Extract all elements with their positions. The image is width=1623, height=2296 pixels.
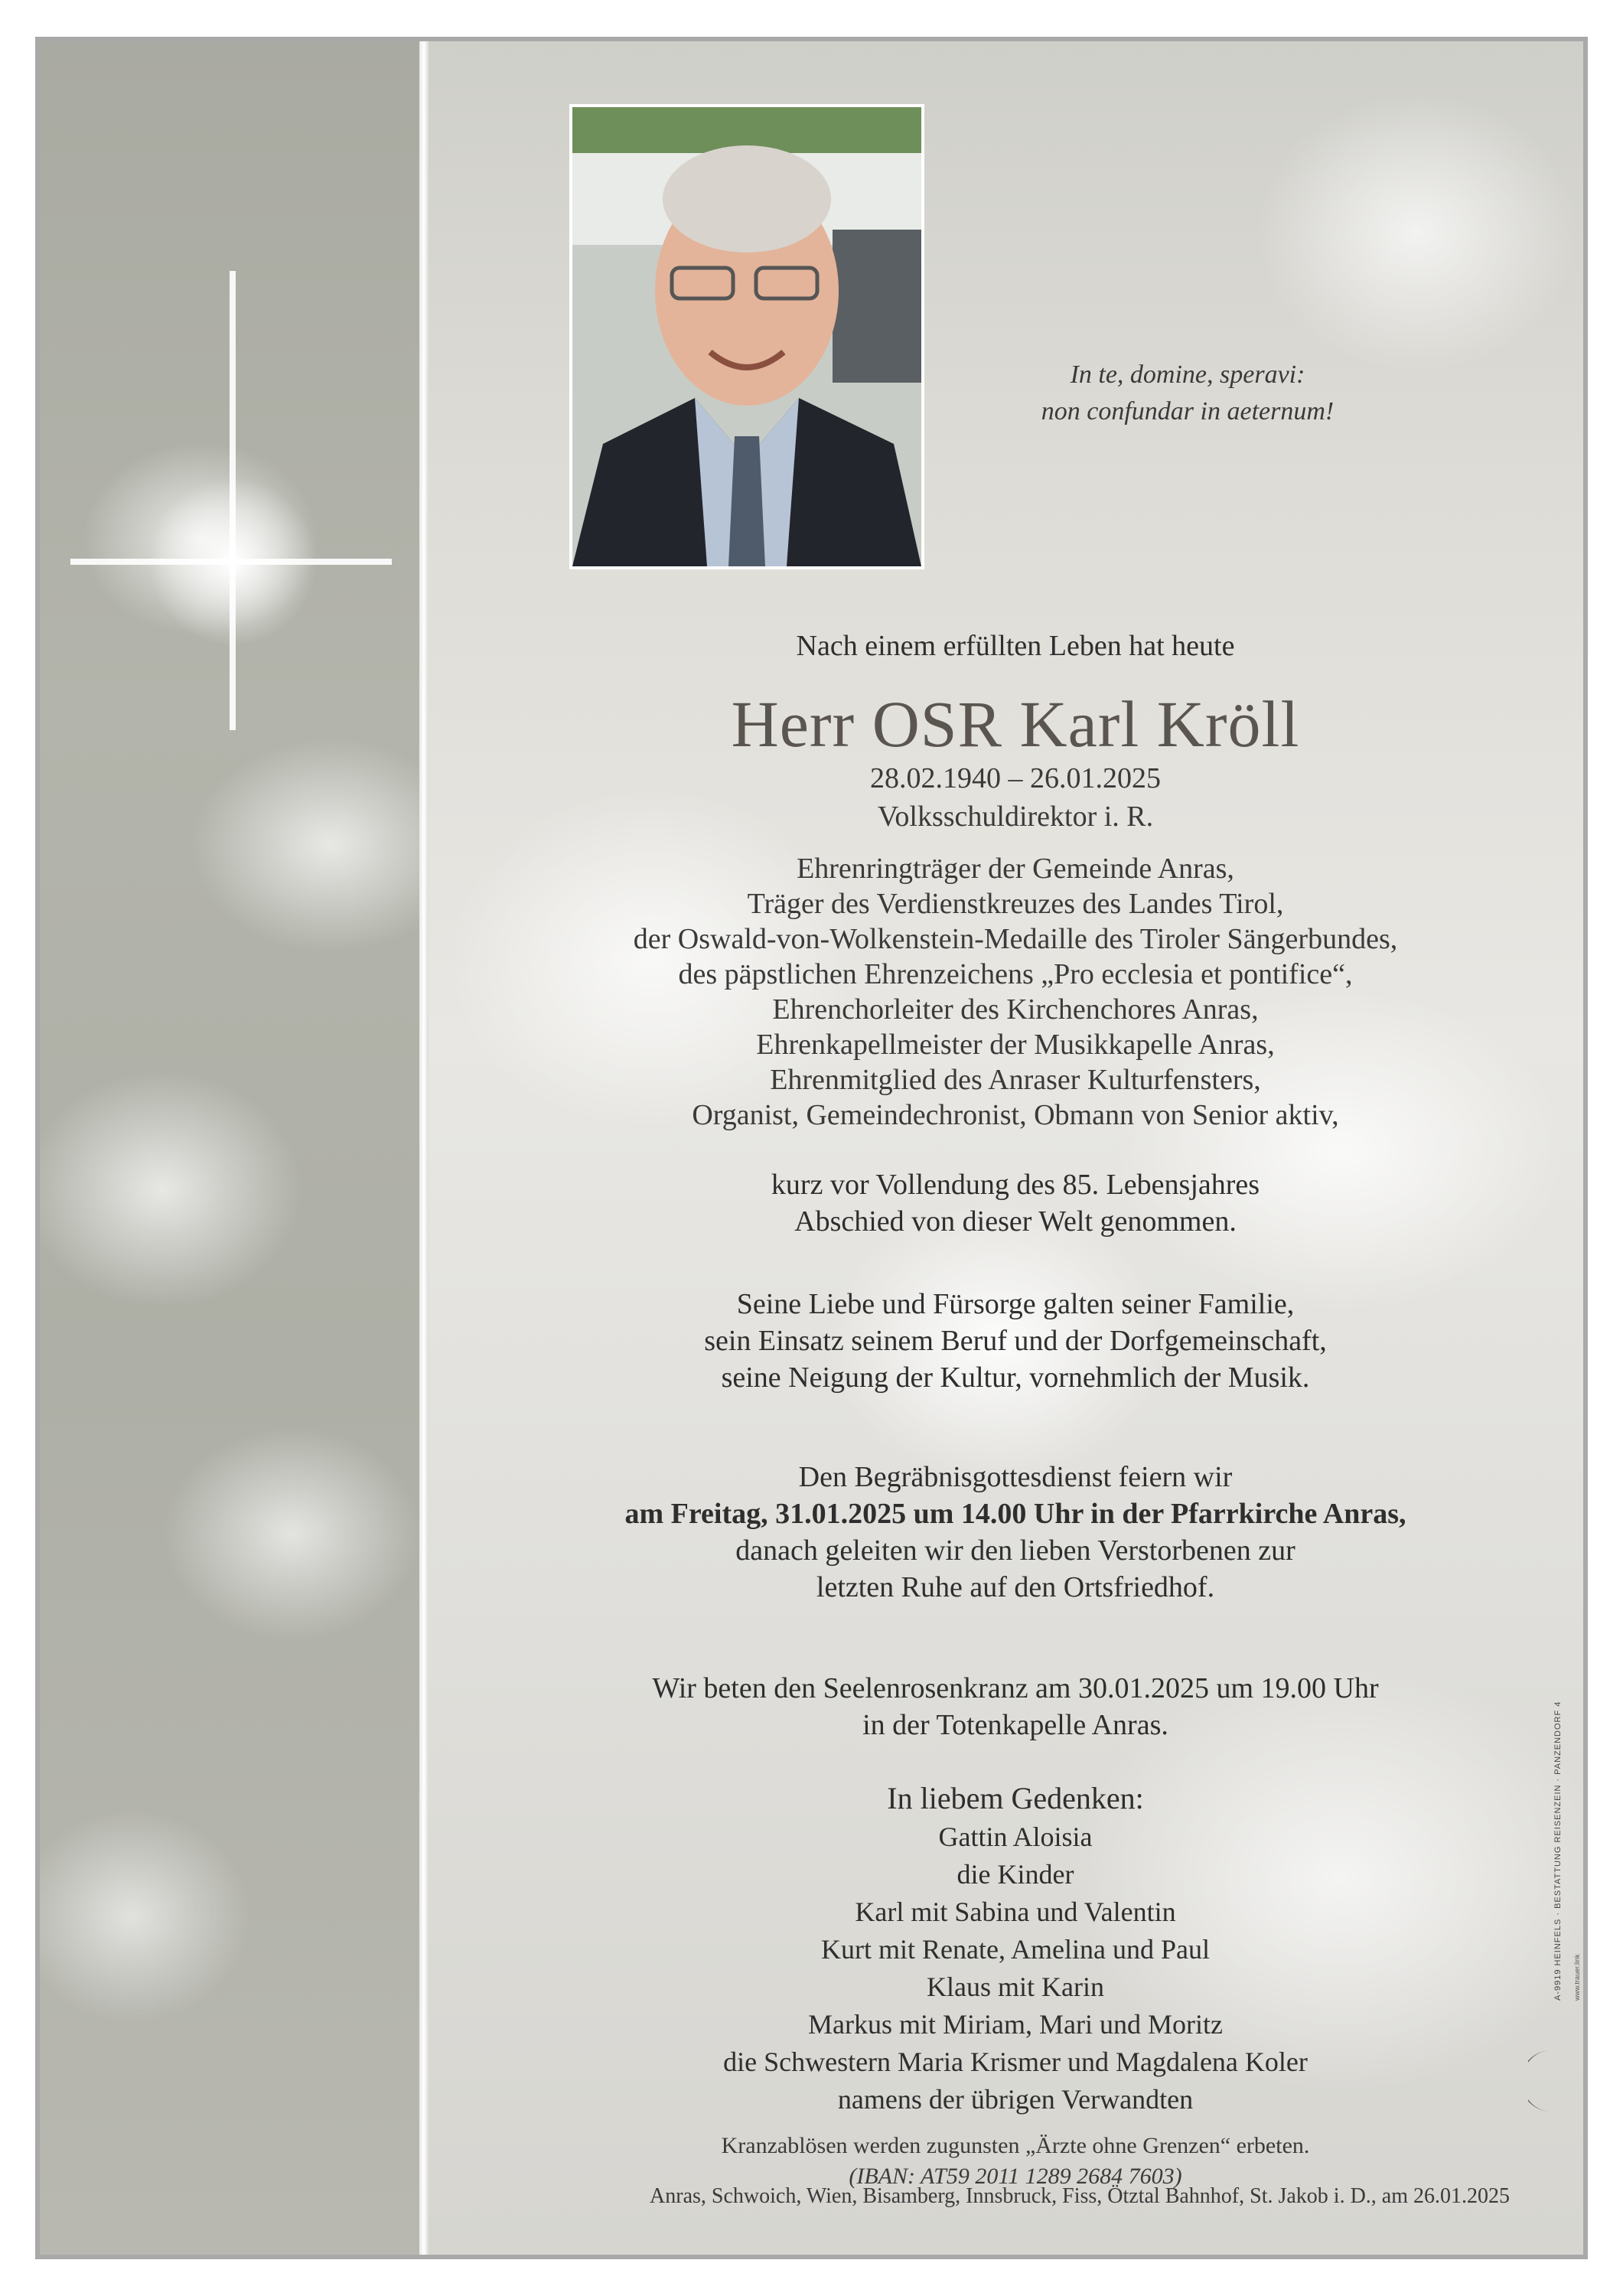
motto-line: non confundar in aeternum!	[1041, 397, 1335, 426]
deceased-portrait	[569, 104, 924, 569]
rosary-line: in der Totenkapelle Anras.	[862, 1709, 1168, 1741]
crescent-logo-icon	[1528, 2047, 1559, 2115]
family-member: die Kinder	[957, 1859, 1074, 1890]
funeral-block	[453, 1459, 1578, 1606]
family-member: namens der übrigen Verwandten	[837, 2084, 1194, 2115]
deceased-name: Herr OSR Karl Kröll	[731, 687, 1300, 761]
rosary-line: Wir beten den Seelenrosenkranz am 30.01.2025 um 19.00 Uhr	[652, 1672, 1379, 1704]
funeral-line: Den Begräbnisgottesdienst feiern wir	[798, 1461, 1233, 1493]
family-member: Karl mit Sabina und Valentin	[855, 1896, 1176, 1927]
honor-line: Ehrenringträger der Gemeinde Anras,	[797, 853, 1234, 885]
farewell-line: kurz vor Vollendung des 85. Lebensjahres	[771, 1169, 1260, 1201]
glowing-cross-icon	[40, 41, 422, 730]
tribute-line: seine Neigung der Kultur, vornehmlich der Musik.	[721, 1362, 1310, 1394]
latin-motto	[981, 357, 1394, 430]
farewell-block	[453, 1166, 1578, 1240]
tribute-block	[453, 1286, 1578, 1396]
motto-line: In te, domine, speravi:	[1070, 360, 1305, 389]
honor-line: Ehrenkapellmeister der Musikkapelle Anras,	[756, 1029, 1275, 1061]
rosary-block	[453, 1670, 1578, 1743]
honors-list	[453, 851, 1578, 1133]
parte-frame	[35, 37, 1588, 2259]
family-member: Kurt mit Renate, Amelina und Paul	[821, 1934, 1210, 1965]
honor-line: Träger des Verdienstkreuzes des Landes Tirol,	[747, 888, 1284, 920]
profession-title: Volksschuldirektor i. R.	[877, 801, 1154, 833]
family-heading: In liebem Gedenken:	[887, 1781, 1144, 1815]
family-member: Gattin Aloisia	[938, 1821, 1093, 1852]
honor-line: Ehrenmitglied des Anraser Kulturfensters,	[770, 1064, 1261, 1096]
undertaker-imprint: A-9919 HEINFELS · BESTATTUNG REISENZEIN · PANZENDORF 4	[1553, 1701, 1563, 2001]
funeral-date-line: am Freitag, 31.01.2025 um 14.00 Uhr in der Pfarrkirche Anras,	[624, 1498, 1406, 1530]
tribute-line: sein Einsatz seinem Beruf und der Dorfgemeinschaft,	[704, 1325, 1327, 1357]
family-member: die Schwestern Maria Krismer und Magdalena Koler	[723, 2047, 1308, 2077]
family-member: Klaus mit Karin	[927, 1971, 1104, 2002]
donation-iban: (IBAN: AT59 2011 1289 2684 7603)	[849, 2164, 1182, 2189]
farewell-line: Abschied von dieser Welt genommen.	[794, 1205, 1237, 1238]
footer-places-date: Anras, Schwoich, Wien, Bisamberg, Innsbruck, Fiss, Ötztal Bahnhof, St. Jakob i. D., am 26.01.2025	[650, 2184, 1510, 2208]
intro-text: Nach einem erfüllten Leben hat heute	[796, 630, 1235, 662]
honor-line: des päpstlichen Ehrenzeichens „Pro ecclesia et pontifice“,	[678, 958, 1353, 990]
honor-line: Ehrenchorleiter des Kirchenchores Anras,	[772, 993, 1259, 1026]
donation-block	[453, 2131, 1578, 2192]
donation-line: Kranzablösen werden zugunsten „Ärzte ohne Grenzen“ erbeten.	[721, 2133, 1310, 2158]
honor-line: der Oswald-von-Wolkenstein-Medaille des Tiroler Sängerbundes,	[633, 923, 1398, 955]
funeral-line: danach geleiten wir den lieben Verstorbenen zur	[735, 1534, 1295, 1567]
tribute-line: Seine Liebe und Fürsorge galten seiner Familie,	[736, 1288, 1295, 1320]
honor-line: Organist, Gemeindechronist, Obmann von Senior aktiv,	[692, 1099, 1339, 1131]
funeral-line: letzten Ruhe auf den Ortsfriedhof.	[816, 1571, 1215, 1603]
life-dates: 28.02.1940 – 26.01.2025	[870, 762, 1161, 794]
family-member: Markus mit Miriam, Mari und Moritz	[808, 2009, 1223, 2040]
undertaker-url: www.trauer.link	[1573, 1954, 1581, 2001]
